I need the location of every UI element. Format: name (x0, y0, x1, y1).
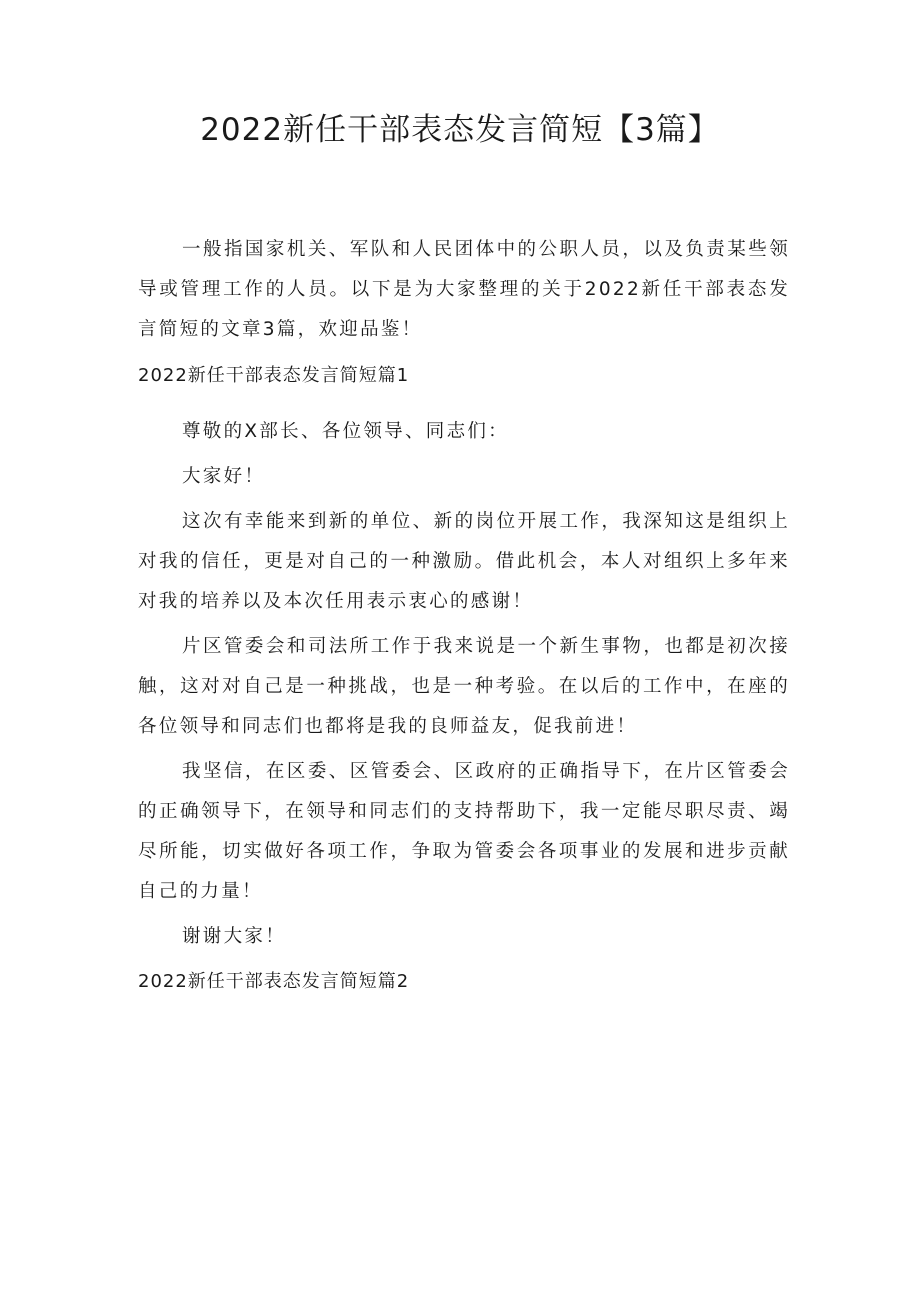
document-body (138, 230, 790, 1002)
thanks-line: 谢谢大家！ (182, 926, 287, 947)
section-2-heading: 2022新任干部表态发言简短篇2 (138, 971, 410, 992)
intro-paragraph: 一般指国家机关、军队和人民团体中的公职人员，以及负责某些领导或管理工作的人员。以下是为大家整理的关于2022新任干部表态发言简短的文章3篇，欢迎品鉴！ (138, 239, 790, 340)
hello-line: 大家好！ (182, 466, 266, 487)
document-title: 2022新任干部表态发言简短【3篇】 (200, 112, 720, 148)
greeting-line: 尊敬的X部长、各位领导、同志们： (182, 421, 509, 442)
body-paragraph-2: 片区管委会和司法所工作于我来说是一个新生事物，也都是初次接触，这对对自己是一种挑战，也是一种考验。在以后的工作中，在座的各位领导和同志们也都将是我的良师益友，促我前进！ (138, 636, 790, 737)
body-paragraph-3: 我坚信，在区委、区管委会、区政府的正确指导下，在片区管委会的正确领导下，在领导和同志们的支持帮助下，我一定能尽职尽责、竭尽所能，切实做好各项工作，争取为管委会各项事业的发展和进步贡献自己的力量！ (138, 761, 790, 902)
body-paragraph-1: 这次有幸能来到新的单位、新的岗位开展工作，我深知这是组织上对我的信任，更是对自己的一种激励。借此机会，本人对组织上多年来对我的培养以及本次任用表示衷心的感谢！ (138, 511, 790, 612)
section-1-heading: 2022新任干部表态发言简短篇1 (138, 365, 410, 386)
